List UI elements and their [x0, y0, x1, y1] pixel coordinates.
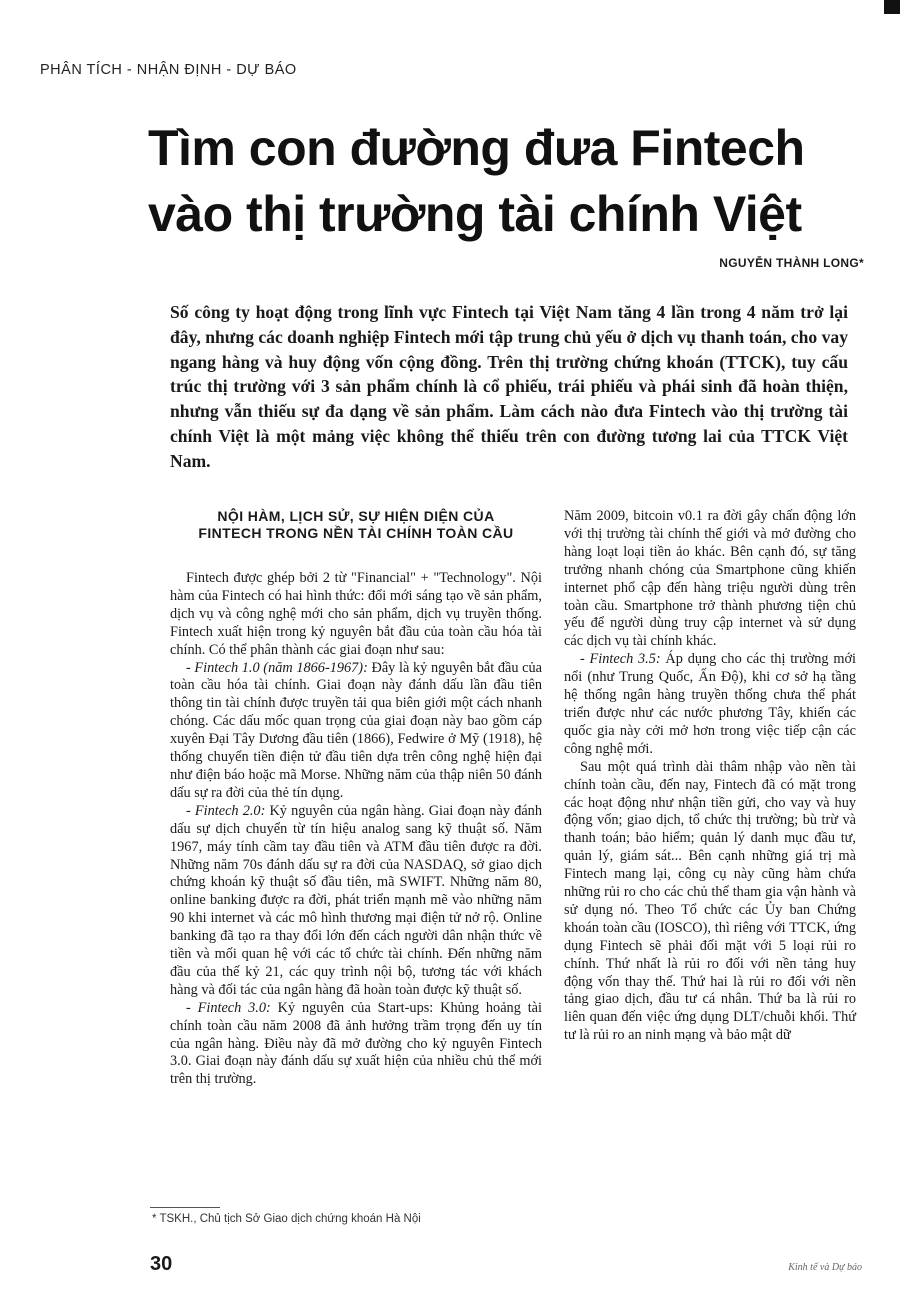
left-paragraph-1: Fintech được ghép bởi 2 từ "Financial" + "Technology". Nội hàm của Fintech có hai hình thức: đổi mới sáng tạo về sản phẩm, dịch vụ và công nghệ mới cho sản phẩm, dịch vụ truyền thống. Fintech xuất hiện trong kỷ nguyên bắt đầu của toàn cầu hóa tài chính. Có thể phân thành các giai đoạn như sau:: [170, 570, 542, 658]
subheading-line-2: FINTECH TRONG NỀN TÀI CHÍNH TOÀN CẦU: [198, 525, 514, 541]
fintech-2-label: - Fintech 2.0:: [186, 802, 266, 819]
subheading-line-1: NỘI HÀM, LỊCH SỬ, SỰ HIỆN DIỆN CỦA: [217, 508, 495, 524]
fintech-1-label: - Fintech 1.0 (năm 1866-1967):: [186, 659, 368, 676]
title-line-1: Tìm con đường đưa Fintech: [148, 120, 805, 176]
left-paragraph-4: [170, 1000, 542, 1090]
footnote: * TSKH., Chủ tịch Sở Giao dịch chứng khoán Hà Nội: [152, 1213, 421, 1225]
lead-paragraph: Số công ty hoạt động trong lĩnh vực Fintech tại Việt Nam tăng 4 lần trong 4 năm trở lại đây, nhưng các doanh nghiệp Fintech mới tập trung chủ yếu ở dịch vụ thanh toán, cho vay ngang hàng và huy động vốn cộng đồng. Trên thị trường chứng khoán (TTCK), tuy cấu trúc thị trường với 3 sản phẩm chính là cổ phiếu, trái phiếu và phái sinh đã hoàn thiện, nhưng vẫn thiếu sự đa dạng về sản phẩm. Làm cách nào đưa Fintech vào thị trường tài chính Việt là một mảng việc không thể thiếu trên con đường tương lai của TTCK Việt Nam.: [170, 302, 848, 471]
fintech-2-text: Kỷ nguyên của ngân hàng. Giai đoạn này đánh dấu sự dịch chuyển từ tín hiệu analog sang kỹ thuật số. Năm 1967, máy tính cầm tay đầu tiên và ATM đầu tiên được ra đời. Những năm 70s đánh dấu sự ra đời của NASDAQ, sở giao dịch chứng khoán kỹ thuật số đầu tiên, mã SWIFT. Những năm 80, online banking được ra đời, phát triển mạnh mẽ vào những năm 90 khi internet và các mô hình thương mại điện tử nở rộ. Online banking đã tạo ra thay đổi lớn đến cách người dân nhận thức về tiền và mối quan hệ với các tổ chức tài chính. Đến những năm đầu của thế kỷ 21, các quy trình nội bộ, tương tác với khách hàng và đối tác của ngân hàng đã hoàn toàn được kỹ thuật số.: [170, 802, 542, 998]
fintech-1-text: Đây là kỷ nguyên bắt đầu của toàn cầu hóa tài chính. Giai đoạn này đánh dấu lần đầu tiên thông tin tài chính được truyền tải qua biên giới một cách nhanh chóng. Các dấu mốc quan trọng của giai đoạn này bao gồm cáp xuyên Đại Tây Dương đầu tiên (1866), Fedwire ở Mỹ (1918), hệ thống chuyển tiền điện tử đầu tiên dựa trên công nghệ hiện đại như điện báo hoặc mã Morse. Những năm của thập niên 50 đánh dấu sự ra đời của thẻ tín dụng.: [170, 659, 542, 801]
right-paragraph-1: Năm 2009, bitcoin v0.1 ra đời gây chấn động lớn với thị trường tài chính thế giới và mở đường cho hàng loạt loại tiền ảo khác. Bên cạnh đó, sự tăng trưởng nhanh chóng của Smartphone cũng khiến internet phổ cập đến hàng triệu người dùng trên toàn cầu. Smartphone trở thành phương tiện chủ yếu để người dùng truy cập internet và sử dụng các dịch vụ tài chính khác.: [564, 508, 856, 650]
right-paragraph-2: [564, 651, 856, 758]
title-line-2: vào thị trường tài chính Việt: [148, 186, 802, 242]
fintech-3-label: - Fintech 3.0:: [186, 999, 271, 1016]
fintech-35-label: - Fintech 3.5:: [580, 651, 661, 668]
left-column: [170, 508, 542, 1089]
footnote-divider: [150, 1207, 220, 1208]
right-paragraph-3: Sau một quá trình dài thâm nhập vào nền tài chính toàn cầu, đến nay, Fintech đã có mặt trong các hoạt động như nhận tiền gửi, cho vay và huy động vốn; giao dịch, tổ chức thị trường; bù trừ và thanh toán; bảo hiểm; quản lý danh mục đầu tư, quản lý, giám sát... Bên cạnh những giá trị mà Fintech mang lại, công cụ này cũng hàm chứa những rủi ro cho các chủ thể tham gia vận hành và sử dụng nó. Theo Tổ chức các Ủy ban Chứng khoán toàn cầu (IOSCO), thì riêng với TTCK, ứng dụng Fintech sẽ phải đối mặt với 5 loại rủi ro chính. Thứ nhất là rủi ro đối với nền tảng huy động vốn thay thế. Thứ hai là rủi ro đối với nền tảng giao dịch, đầu tư cá nhân. Thứ ba là rủi ro liên quan đến việc ứng dụng DLT/chuỗi khối. Thứ tư là rủi ro an ninh mạng và bảo mật dữ: [564, 758, 856, 1044]
corner-crop-mark: [884, 0, 900, 14]
article-title: [148, 115, 888, 247]
left-paragraph-3: [170, 803, 542, 1000]
left-paragraph-2: [170, 660, 542, 803]
author-byline: NGUYỄN THÀNH LONG*: [719, 256, 864, 270]
section-label: PHÂN TÍCH - NHẬN ĐỊNH - DỰ BÁO: [40, 62, 297, 78]
right-column: [564, 508, 856, 1045]
section-subheading: [170, 508, 542, 542]
fintech-3-text: Kỷ nguyên của Start-ups: Khủng hoảng tài chính toàn cầu năm 2008 đã ảnh hưởng trầm trọng đến uy tín của ngân hàng. Điều này đã mở đường cho kỷ nguyên Fintech 3.0. Giai đoạn này đánh dấu sự xuất hiện của nhiều chủ thể mới trên thị trường.: [170, 999, 542, 1088]
fintech-35-text: Áp dụng cho các thị trường mới nổi (như Trung Quốc, Ấn Độ), khi cơ sở hạ tầng hệ thống ngân hàng truyền thống chưa thể phát triển được như các nước phương Tây, khiến các quốc gia này cởi mở hơn trong việc tiếp cận các công nghệ mới.: [564, 651, 856, 757]
journal-name: Kinh tế và Dự báo: [788, 1262, 862, 1273]
page-number: 30: [150, 1253, 173, 1275]
